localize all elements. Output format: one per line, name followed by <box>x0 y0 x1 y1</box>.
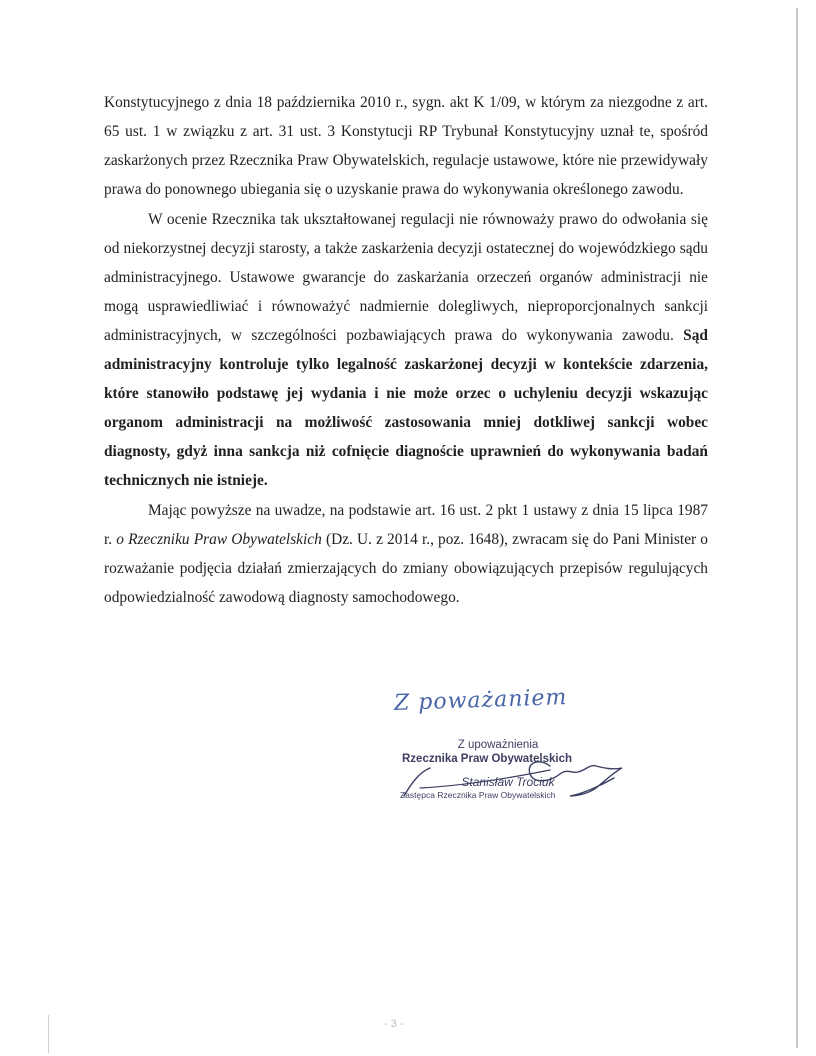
paragraph-1 <box>104 88 708 204</box>
stamp-line-authorization: Z upoważnienia <box>457 739 539 751</box>
paragraph-2 <box>104 205 708 495</box>
paragraph-2-text: W ocenie Rzecznika tak ukształtowanej regulacji nie równoważy prawo do odwołania się od niekorzystnej decyzji starosty, a także zaskarżenia decyzji ostatecznej do wojewódzkiego sądu administracyjnego. Ustawowe gwarancje do zaskarżania orzeczeń organów administracji nie mogą usprawiedliwiać i równoważyć nadmiernie dolegliwych, nieproporcjonalnych sankcji administracyjnych, w szczególności pozbawiających prawa do wykonywania zawodu. <box>104 211 708 344</box>
handwritten-signature <box>400 752 640 812</box>
paragraph-3-text-start: Mając powyższe na uwadze, na podstawie art. 16 ust. 2 pkt 1 ustawy z dnia 15 lipca 1987 r. <box>104 502 708 548</box>
stamp-signatory-name: Stanisław Trociuk <box>461 775 555 789</box>
paragraph-3-text-end: (Dz. U. z 2014 r., poz. 1648), zwracam się do Pani Minister o rozważanie podjęcia działań zmierzających do zmiany obowiązujących przepisów regulujących odpowiedzialność zawodową diagnosty samochodowego. <box>104 531 708 606</box>
paragraph-1-text: Konstytucyjnego z dnia 18 października 2010 r., sygn. akt K 1/09, w którym za niezgodne z art. 65 ust. 1 w związku z art. 31 ust. 3 Konstytucji RP Trybunał Konstytucyjny uznał te, spośród zaskarżonych przez Rzecznika Praw Obywatelskich, regulacje ustawowe, które nie przewidywały prawa do ponownego ubiegania się o uzyskanie prawa do wykonywania określonego zawodu. <box>104 94 708 198</box>
page-number: - 3 - <box>384 1018 404 1030</box>
handwritten-closing: Z poważaniem <box>393 684 568 717</box>
letter-body <box>104 88 708 613</box>
stamp-signatory-title: Zastępca Rzecznika Praw Obywatelskich <box>400 790 556 800</box>
scan-edge-right <box>796 8 798 1048</box>
paragraph-3 <box>104 496 708 612</box>
paragraph-2-bold-text: Sąd administracyjny kontroluje tylko legalność zaskarżonej decyzji w kontekście zdarzenia, które stanowiło podstawę jej wydania i nie może orzec o uchyleniu decyzji wskazując organom administracji na możliwość zastosowania mniej dotkliwej sankcji wobec diagnosty, gdyż inna sankcja niż cofnięcie diagnoście uprawnień do wykonywania badań technicznych nie istnieje. <box>104 327 708 489</box>
stamp-line-office: Rzecznika Praw Obywatelskich <box>402 753 573 765</box>
paragraph-3-act-title: o Rzeczniku Praw Obywatelskich <box>116 531 322 548</box>
scan-edge-left <box>48 1015 49 1053</box>
